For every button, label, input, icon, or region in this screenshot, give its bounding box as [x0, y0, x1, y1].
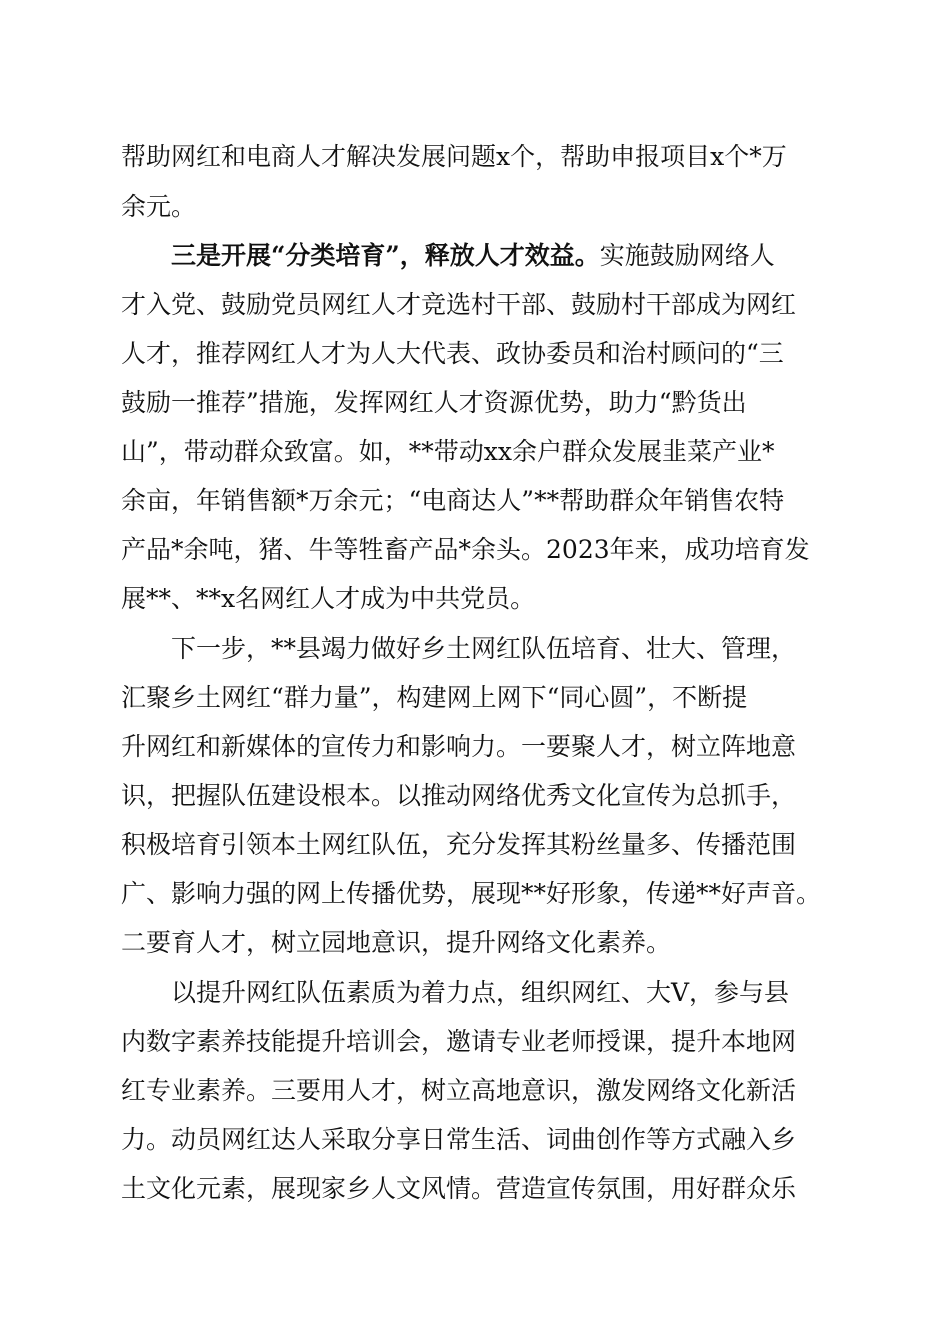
paragraph-2-lead-heading: 三是开展“分类培育”，释放人才效益。 — [171, 241, 600, 270]
paragraph-4-line-2: 内数字素养技能提升培训会，邀请专业老师授课，提升本地网 — [121, 1027, 797, 1056]
paragraph-4-line-1: 以提升网红队伍素质为着力点，组织网红、大V，参与县 — [171, 978, 790, 1007]
paragraph-1-line-1: 帮助网红和电商人才解决发展问题x个，帮助申报项目x个*万 — [121, 142, 787, 171]
paragraph-2-line-8: 展**、**x名网红人才成为中共党员。 — [121, 584, 536, 613]
paragraph-3-line-7: 二要育人才，树立园地意识，提升网络文化素养。 — [121, 928, 672, 957]
paragraph-2-line-1 — [171, 236, 775, 276]
paragraph-2-line-1-rest: 实施鼓励网络人 — [599, 241, 775, 270]
paragraph-2-line-5: 山”，带动群众致富。如，**带动xx余户群众发展韭菜产业* — [121, 437, 775, 466]
paragraph-3-line-2: 汇聚乡土网红“群力量”，构建网上网下“同心圆”，不断提 — [121, 683, 748, 712]
paragraph-4-line-4: 力。动员网红达人采取分享日常生活、词曲创作等方式融入乡 — [121, 1125, 797, 1154]
paragraph-3-line-1: 下一步，**县竭力做好乡土网红队伍培育、壮大、管理， — [171, 634, 797, 663]
paragraph-3-line-6: 广、影响力强的网上传播优势，展现**好形象，传递**好声音。 — [121, 879, 822, 908]
paragraph-4-line-3: 红专业素养。三要用人才，树立高地意识，激发网络文化新活 — [121, 1076, 797, 1105]
paragraph-3-line-5: 积极培育引领本土网红队伍，充分发挥其粉丝量多、传播范围 — [121, 830, 797, 859]
paragraph-2-line-3: 人才，推荐网红人才为人大代表、政协委员和治村顾问的“三 — [121, 339, 784, 368]
paragraph-1-line-2: 余元。 — [121, 192, 197, 221]
paragraph-2-line-6: 余亩，年销售额*万余元；“电商达人”**帮助群众年销售农特 — [121, 486, 785, 515]
paragraph-3-line-4: 识，把握队伍建设根本。以推动网络优秀文化宣传为总抓手， — [121, 781, 797, 810]
paragraph-2-line-7: 产品*余吨，猪、牛等牲畜产品*余头。2023年来，成功培育发 — [121, 535, 810, 564]
paragraph-3-line-3: 升网红和新媒体的宣传力和影响力。一要聚人才，树立阵地意 — [121, 732, 797, 761]
paragraph-2-line-2: 才入党、鼓励党员网红人才竞选村干部、鼓励村干部成为网红 — [121, 290, 797, 319]
paragraph-2-line-4: 鼓励一推荐”措施，发挥网红人才资源优势，助力“黔货出 — [121, 388, 747, 417]
paragraph-4-line-5: 土文化元素，展现家乡人文风情。营造宣传氛围，用好群众乐 — [121, 1174, 797, 1203]
